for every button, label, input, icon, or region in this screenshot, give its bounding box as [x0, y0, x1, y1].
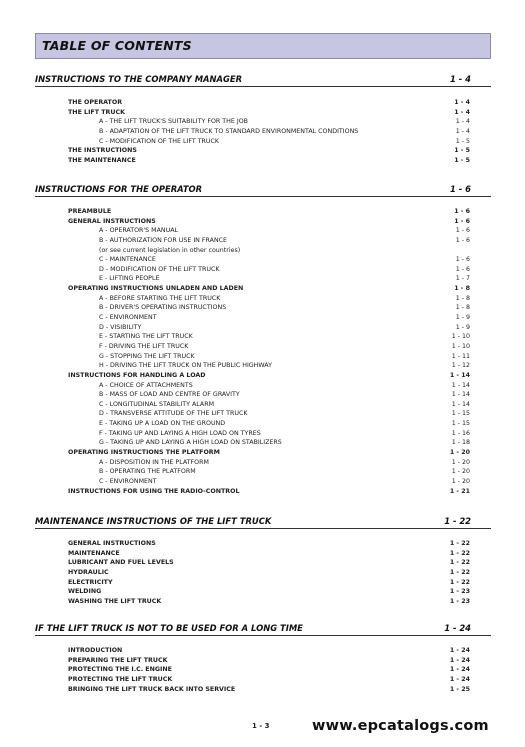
toc-entry[interactable] — [35, 255, 491, 265]
entry-label: C - LONGITUDINAL STABILITY ALARM — [99, 400, 215, 408]
entry-label: (or see current legislation in other countries) — [99, 246, 241, 254]
toc-section — [35, 73, 491, 165]
toc-entry[interactable] — [35, 117, 491, 127]
entry-label: E - TAKING UP A LOAD ON THE GROUND — [99, 420, 226, 428]
entry-page: 1 - 14 — [451, 391, 470, 399]
entry-list — [35, 646, 491, 694]
entry-page: 1 - 7 — [455, 275, 470, 283]
entry-label: C - ENVIRONMENT — [99, 314, 157, 322]
toc-entry[interactable] — [35, 675, 491, 685]
entry-page: 1 - 8 — [455, 304, 470, 312]
toc-entry[interactable] — [35, 284, 491, 294]
toc-entry[interactable] — [35, 137, 491, 147]
entry-label: A - CHOICE OF ATTACHMENTS — [99, 381, 193, 389]
entry-label: G - STOPPING THE LIFT TRUCK — [99, 352, 195, 360]
toc-entry[interactable] — [35, 146, 491, 156]
entry-page: 1 - 20 — [451, 458, 470, 466]
toc-entry[interactable] — [35, 390, 491, 400]
toc-entry[interactable] — [35, 549, 491, 559]
entry-page: 1 - 22 — [449, 559, 470, 567]
entry-page: 1 - 8 — [455, 294, 470, 302]
entry-page: 1 - 4 — [454, 99, 470, 106]
toc-entry[interactable] — [35, 294, 491, 304]
entry-page: 1 - 4 — [455, 127, 470, 135]
entry-page: 1 - 15 — [451, 410, 470, 418]
entry-page: 1 - 18 — [451, 439, 470, 447]
entry-page: 1 - 6 — [454, 217, 470, 225]
entry-label: THE LIFT TRUCK — [68, 108, 125, 116]
section-title: MAINTENANCE INSTRUCTIONS OF THE LIFT TRUCK — [35, 516, 272, 526]
entry-label: B - OPERATING THE PLATFORM — [99, 468, 196, 476]
entry-label: B - AUTHORIZATION FOR USE IN FRANCE — [99, 236, 228, 244]
entry-page: 1 - 22 — [449, 568, 470, 576]
entry-page: 1 - 4 — [454, 108, 470, 116]
entry-list — [35, 539, 491, 606]
entry-page: 1 - 20 — [451, 477, 470, 485]
toc-entry[interactable] — [35, 352, 491, 362]
toc-entry[interactable] — [35, 487, 491, 497]
toc-entry[interactable] — [35, 108, 491, 118]
section-page: 1 - 24 — [444, 623, 471, 633]
entry-label: D - VISIBILITY — [99, 323, 142, 331]
page-title: TABLE OF CONTENTS — [42, 38, 192, 53]
entry-list — [35, 98, 491, 165]
toc-entry[interactable] — [35, 400, 491, 410]
section-heading[interactable] — [35, 183, 491, 197]
entry-label: A - DISPOSITION IN THE PLATFORM — [99, 458, 209, 466]
entry-label: A - OPERATOR'S MANUAL — [99, 227, 179, 235]
toc-entry[interactable] — [35, 332, 491, 342]
toc-entry[interactable] — [35, 342, 491, 352]
entry-page: 1 - 6 — [455, 256, 470, 264]
entry-page: 1 - 11 — [451, 352, 470, 360]
entry-label: WASHING THE LIFT TRUCK — [68, 597, 162, 605]
entry-label: B - ADAPTATION OF THE LIFT TRUCK TO STANDARD ENVIRONMENTAL CONDITIONS — [99, 127, 359, 135]
entry-label: A - THE LIFT TRUCK'S SUITABILITY FOR THE JOB — [99, 118, 248, 126]
toc-entry[interactable] — [35, 568, 491, 578]
toc-entry[interactable] — [35, 274, 491, 284]
entry-label: GENERAL INSTRUCTIONS — [68, 540, 156, 547]
entry-label: HYDRAULIC — [68, 568, 109, 576]
entry-label: WELDING — [68, 588, 102, 596]
entry-label: PREAMBULE — [68, 208, 112, 215]
toc-entry[interactable] — [35, 429, 491, 439]
toc-entry[interactable] — [35, 419, 491, 429]
entry-label: BRINGING THE LIFT TRUCK BACK INTO SERVICE — [68, 685, 236, 693]
entry-label: PROTECTING THE I.C. ENGINE — [68, 666, 172, 674]
entry-label: THE OPERATOR — [68, 99, 123, 106]
toc-entry[interactable] — [35, 246, 491, 256]
toc-entry[interactable] — [35, 361, 491, 371]
entry-page: 1 - 6 — [455, 236, 470, 244]
entry-page: 1 - 22 — [449, 540, 470, 547]
entry-page: 1 - 24 — [449, 656, 470, 664]
entry-page: 1 - 14 — [451, 381, 470, 389]
section-page: 1 - 6 — [450, 184, 471, 194]
toc-entry[interactable] — [35, 127, 491, 137]
entry-page: 1 - 8 — [454, 285, 470, 293]
toc-entry[interactable] — [35, 477, 491, 487]
entry-page: 1 - 22 — [449, 578, 470, 586]
toc-entry[interactable] — [35, 587, 491, 597]
entry-page: 1 - 16 — [451, 429, 470, 437]
entry-label: PROTECTING THE LIFT TRUCK — [68, 675, 173, 683]
entry-label: F - TAKING UP AND LAYING A HIGH LOAD ON TYRES — [99, 429, 261, 437]
entry-page: 1 - 23 — [449, 597, 470, 605]
entry-list — [35, 207, 491, 496]
entry-page: 1 - 21 — [449, 487, 470, 495]
entry-label: INSTRUCTIONS FOR USING THE RADIO-CONTROL — [68, 487, 240, 495]
toc-section — [35, 515, 491, 606]
entry-label: C - MAINTENANCE — [99, 256, 156, 264]
entry-page: 1 - 24 — [449, 666, 470, 674]
entry-label: E - LIFTING PEOPLE — [99, 275, 160, 283]
toc-entry[interactable] — [35, 265, 491, 275]
entry-label: OPERATING INSTRUCTIONS THE PLATFORM — [68, 449, 220, 457]
entry-page: 1 - 6 — [455, 265, 470, 273]
watermark-url[interactable]: www.epcatalogs.com — [312, 718, 489, 734]
section-heading[interactable] — [35, 515, 491, 529]
toc-entry[interactable] — [35, 665, 491, 675]
entry-label: ELECTRICITY — [68, 578, 113, 586]
toc-section — [35, 622, 491, 694]
toc-entry[interactable] — [35, 438, 491, 448]
entry-label: LUBRICANT AND FUEL LEVELS — [68, 559, 174, 567]
toc-entry[interactable] — [35, 156, 491, 166]
toc-entry[interactable] — [35, 313, 491, 323]
entry-label: G - TAKING UP AND LAYING A HIGH LOAD ON STABILIZERS — [99, 439, 282, 447]
toc-section — [35, 183, 491, 496]
section-heading[interactable] — [35, 73, 491, 87]
toc-entry[interactable] — [35, 558, 491, 568]
entry-page: 1 - 24 — [449, 675, 470, 683]
entry-label: D - TRANSVERSE ATTITUDE OF THE LIFT TRUCK — [99, 410, 248, 418]
toc-entry[interactable] — [35, 323, 491, 333]
toc-entry[interactable] — [35, 597, 491, 607]
entry-page: 1 - 5 — [455, 137, 470, 145]
page-number: 1 - 3 — [252, 722, 270, 730]
entry-page: 1 - 14 — [449, 371, 470, 379]
entry-page: 1 - 4 — [455, 118, 470, 126]
entry-label: A - BEFORE STARTING THE LIFT TRUCK — [99, 294, 221, 302]
entry-label: C - MODIFICATION OF THE LIFT TRUCK — [99, 137, 220, 145]
entry-page: 1 - 6 — [454, 208, 470, 215]
entry-page: 1 - 20 — [449, 449, 470, 457]
entry-label: PREPARING THE LIFT TRUCK — [68, 656, 168, 664]
entry-label: H - DRIVING THE LIFT TRUCK ON THE PUBLIC HIGHWAY — [99, 362, 272, 370]
entry-page: 1 - 12 — [451, 362, 470, 370]
entry-page: 1 - 9 — [455, 323, 470, 331]
entry-page: 1 - 22 — [449, 549, 470, 557]
entry-page: 1 - 9 — [455, 314, 470, 322]
entry-page: 1 - 15 — [451, 420, 470, 428]
entry-label: B - DRIVER'S OPERATING INSTRUCTIONS — [99, 304, 227, 312]
entry-label: THE INSTRUCTIONS — [68, 147, 137, 155]
toc-entry[interactable] — [35, 458, 491, 468]
entry-label: MAINTENANCE — [68, 549, 120, 557]
entry-page: 1 - 5 — [454, 156, 470, 164]
entry-label: C - ENVIRONMENT — [99, 477, 157, 485]
entry-page: 1 - 23 — [449, 588, 470, 596]
toc-entry[interactable] — [35, 371, 491, 381]
toc-entry[interactable] — [35, 646, 491, 656]
section-page: 1 - 22 — [444, 516, 471, 526]
entry-label: E - STARTING THE LIFT TRUCK — [99, 333, 193, 341]
entry-label: INTRODUCTION — [68, 647, 123, 654]
section-heading[interactable] — [35, 622, 491, 636]
entry-page: 1 - 10 — [451, 333, 470, 341]
toc-entry[interactable] — [35, 217, 491, 227]
toc-entry[interactable] — [35, 381, 491, 391]
toc-entry[interactable] — [35, 467, 491, 477]
entry-page: 1 - 25 — [449, 685, 470, 693]
toc-entry[interactable] — [35, 226, 491, 236]
toc-entry[interactable] — [35, 685, 491, 695]
toc-entry[interactable] — [35, 207, 491, 217]
entry-page: 1 - 14 — [451, 400, 470, 408]
toc-title-bar — [35, 33, 491, 59]
section-title: INSTRUCTIONS TO THE COMPANY MANAGER — [35, 74, 243, 84]
entry-label: D - MODIFICATION OF THE LIFT TRUCK — [99, 265, 220, 273]
toc-entry[interactable] — [35, 303, 491, 313]
entry-label: OPERATING INSTRUCTIONS UNLADEN AND LADEN — [68, 285, 244, 293]
toc-entry[interactable] — [35, 656, 491, 666]
entry-label: INSTRUCTIONS FOR HANDLING A LOAD — [68, 371, 206, 379]
section-title: INSTRUCTIONS FOR THE OPERATOR — [35, 184, 203, 194]
entry-page: 1 - 24 — [449, 647, 470, 654]
toc-entry[interactable] — [35, 98, 491, 108]
entry-label: F - DRIVING THE LIFT TRUCK — [99, 342, 189, 350]
toc-entry[interactable] — [35, 539, 491, 549]
toc-entry[interactable] — [35, 448, 491, 458]
entry-page: 1 - 6 — [455, 227, 470, 235]
section-title: IF THE LIFT TRUCK IS NOT TO BE USED FOR A LONG TIME — [35, 623, 303, 633]
entry-page: 1 - 5 — [454, 147, 470, 155]
toc-entry[interactable] — [35, 578, 491, 588]
entry-label: GENERAL INSTRUCTIONS — [68, 217, 156, 225]
entry-page: 1 - 10 — [451, 342, 470, 350]
entry-page: 1 - 20 — [451, 468, 470, 476]
toc-entry[interactable] — [35, 409, 491, 419]
section-page: 1 - 4 — [450, 74, 471, 84]
entry-label: THE MAINTENANCE — [68, 156, 136, 164]
toc-entry[interactable] — [35, 236, 491, 246]
entry-label: B - MASS OF LOAD AND CENTRE OF GRAVITY — [99, 391, 240, 399]
